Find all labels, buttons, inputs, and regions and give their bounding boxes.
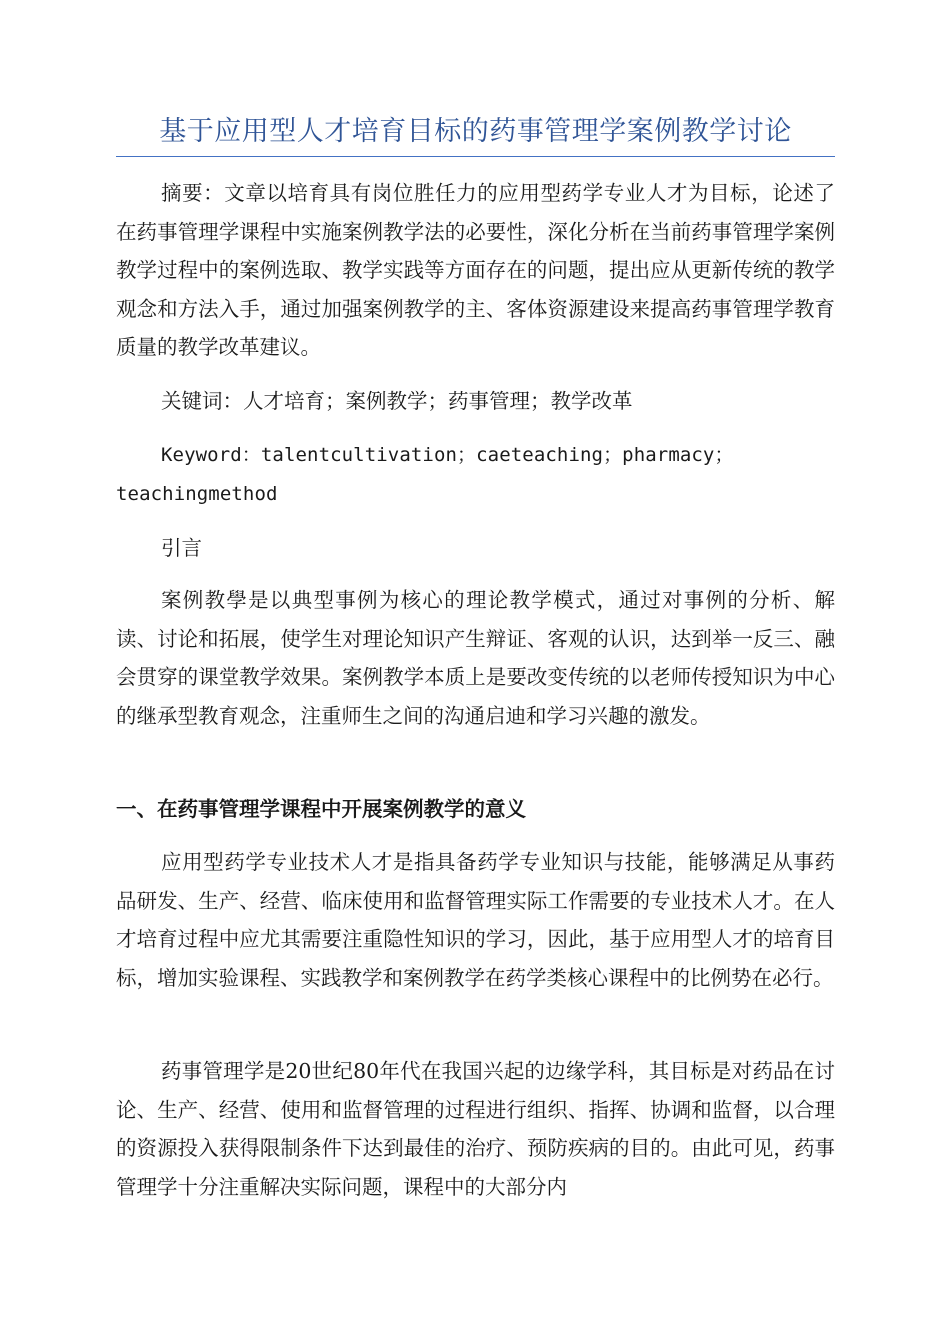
section-1-heading: 一、在药事管理学课程中开展案例教学的意义	[116, 797, 526, 821]
document-title: 基于应用型人才培育目标的药事管理学案例教学讨论	[116, 112, 835, 157]
intro-paragraph: 案例教學是以典型事例为核心的理论教学模式，通过对事例的分析、解读、讨论和拓展，使学生对理论知识产生辩证、客观的认识，达到举一反三、融会贯穿的课堂教学效果。案例教学本质上是要改变传统的以老师传授知识为中心的继承型教育观念，注重师生之间的沟通启迪和学习兴趣的激发。	[116, 588, 835, 728]
section-1-paragraph-2: 药事管理学是20世纪80年代在我国兴起的边缘学科，其目标是对药品在讨论、生产、经营、使用和监督管理的过程进行组织、指挥、协调和监督，以合理的资源投入获得限制条件下达到最佳的治疗、预防疾病的目的。由此可见，药事管理学十分注重解决实际问题，课程中的大部分内	[116, 1059, 835, 1199]
section-1-paragraph-1: 应用型药学专业技术人才是指具备药学专业知识与技能，能够满足从事药品研发、生产、经营、临床使用和监督管理实际工作需要的专业技术人才。在人才培育过程中应尤其需要注重隐性知识的学习，因此，基于应用型人才的培育目标，增加实验课程、实践教学和案例教学在药学类核心课程中的比例势在必行。	[116, 850, 835, 990]
keywords-english: Keyword：talentcultivation；caeteaching；pharmacy；teachingmethod	[116, 444, 734, 505]
intro-heading: 引言	[161, 536, 202, 560]
keywords-chinese: 关键词：人才培育；案例教学；药事管理；教学改革	[161, 389, 633, 413]
abstract-paragraph: 摘要：文章以培育具有岗位胜任力的应用型药学专业人才为目标，论述了在药事管理学课程中实施案例教学法的必要性，深化分析在当前药事管理学案例教学过程中的案例选取、教学实践等方面存在的问题，提出应从更新传统的教学观念和方法入手，通过加强案例教学的主、客体资源建设来提高药事管理学教育质量的教学改革建议。	[116, 181, 835, 359]
